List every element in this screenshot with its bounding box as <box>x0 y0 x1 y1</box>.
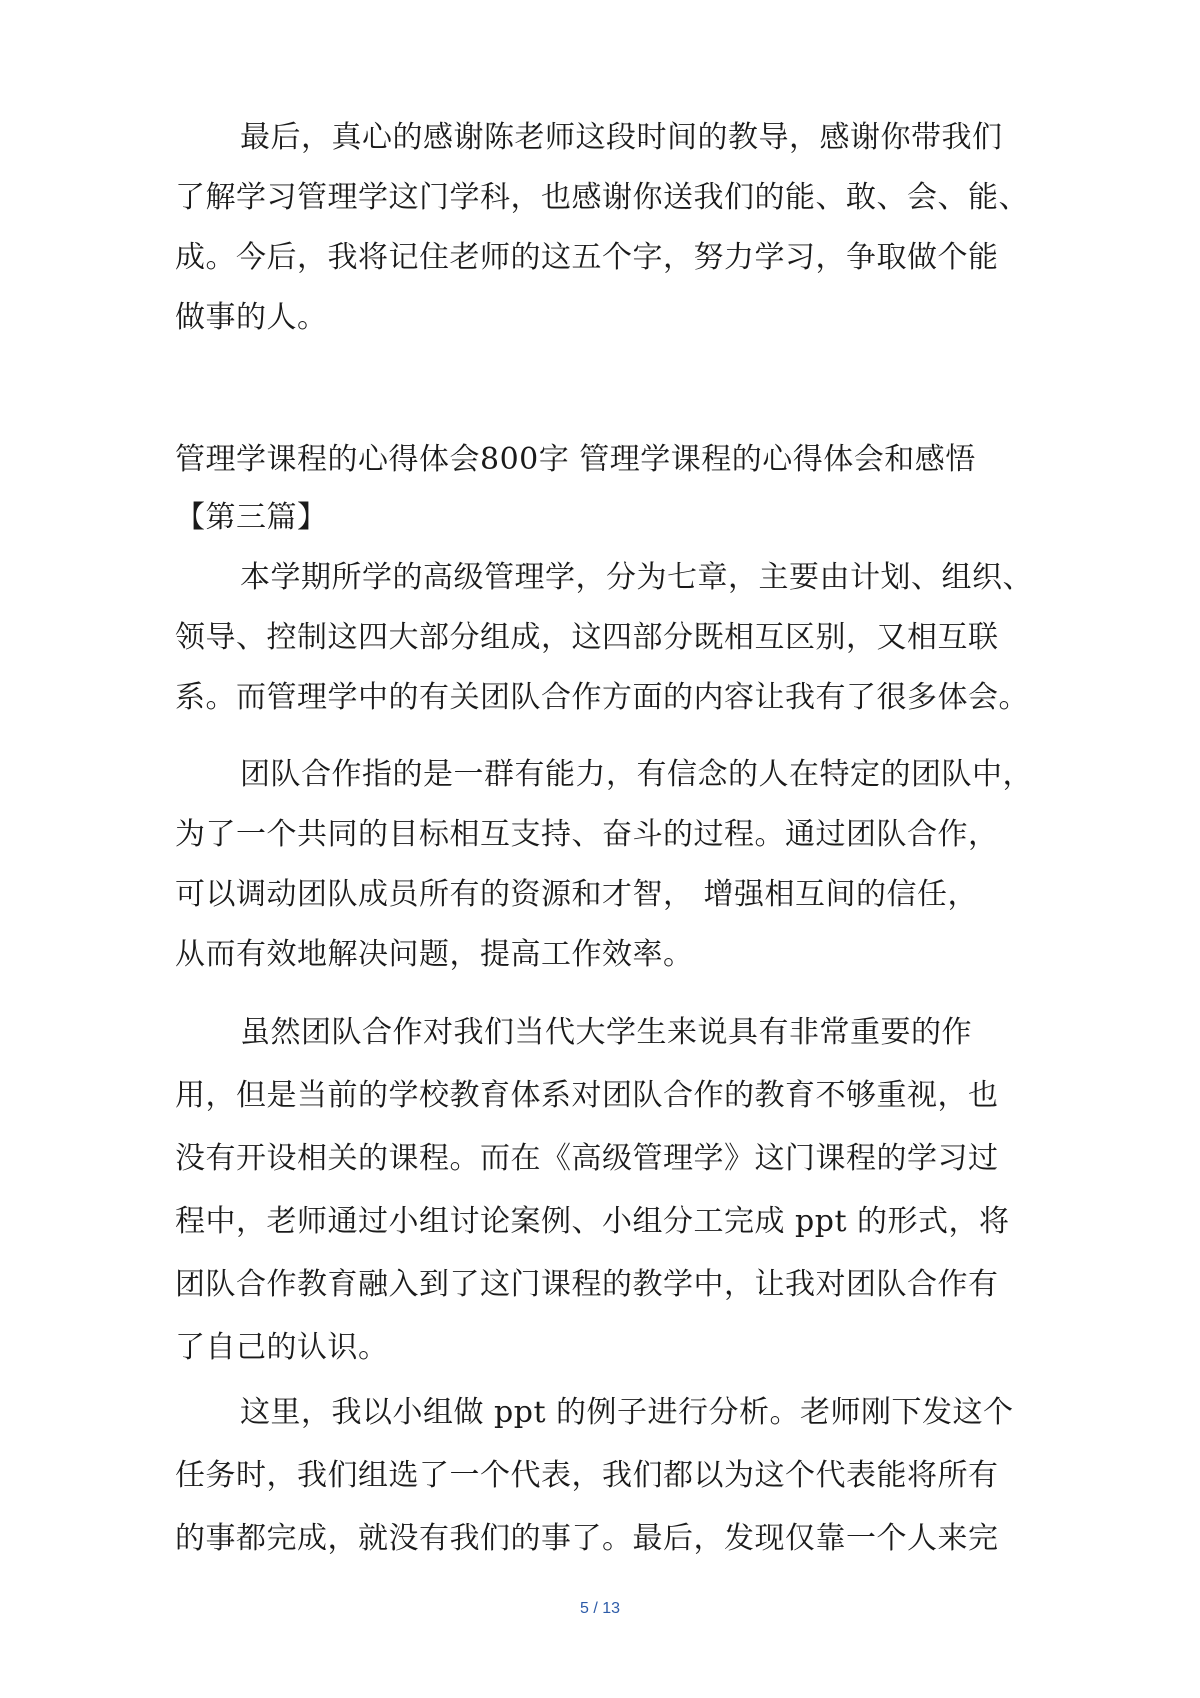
paragraph-line: 团队合作指的是一群有能力，有信念的人在特定的团队中， <box>240 757 1033 792</box>
paragraph-line: 任务时，我们组选了一个代表，我们都以为这个代表能将所有 <box>175 1458 999 1493</box>
paragraph-line: 做事的人。 <box>175 300 328 335</box>
paragraph-line: 为了一个共同的目标相互支持、奋斗的过程。通过团队合作， <box>175 817 999 852</box>
paragraph-line: 这里，我以小组做 ppt 的例子进行分析。老师刚下发这个 <box>240 1395 1014 1430</box>
paragraph-line: 虽然团队合作对我们当代大学生来说具有非常重要的作 <box>240 1015 972 1050</box>
paragraph-line: 团队合作教育融入到了这门课程的教学中，让我对团队合作有 <box>175 1267 999 1302</box>
paragraph-line: 系。而管理学中的有关团队合作方面的内容让我有了很多体会。 <box>175 680 1029 715</box>
paragraph-line: 从而有效地解决问题，提高工作效率。 <box>175 937 694 972</box>
paragraph-line: 了解学习管理学这门学科，也感谢你送我们的能、敢、会、能、 <box>175 180 1029 215</box>
paragraph-line: 本学期所学的高级管理学，分为七章，主要由计划、组织、 <box>240 560 1033 595</box>
paragraph-line: 可以调动团队成员所有的资源和才智， 增强相互间的信任， <box>175 877 979 912</box>
paragraph-line: 领导、控制这四大部分组成，这四部分既相互区别，又相互联 <box>175 620 999 655</box>
paragraph-line: 成。今后，我将记住老师的这五个字，努力学习，争取做个能 <box>175 240 999 275</box>
section-title-line: 【第三篇】 <box>175 500 328 535</box>
paragraph-line: 程中，老师通过小组讨论案例、小组分工完成 ppt 的形式，将 <box>175 1204 1010 1239</box>
paragraph-line: 没有开设相关的课程。而在《高级管理学》这门课程的学习过 <box>175 1141 999 1176</box>
section-title-line: 管理学课程的心得体会800字 管理学课程的心得体会和感悟 <box>175 442 976 477</box>
paragraph-line: 的事都完成，就没有我们的事了。最后，发现仅靠一个人来完 <box>175 1521 999 1556</box>
paragraph-line: 了自己的认识。 <box>175 1330 389 1365</box>
page-number: 5 / 13 <box>579 1600 621 1617</box>
paragraph-line: 用，但是当前的学校教育体系对团队合作的教育不够重视，也 <box>175 1078 999 1113</box>
paragraph-line: 最后，真心的感谢陈老师这段时间的教导，感谢你带我们 <box>240 120 1003 155</box>
